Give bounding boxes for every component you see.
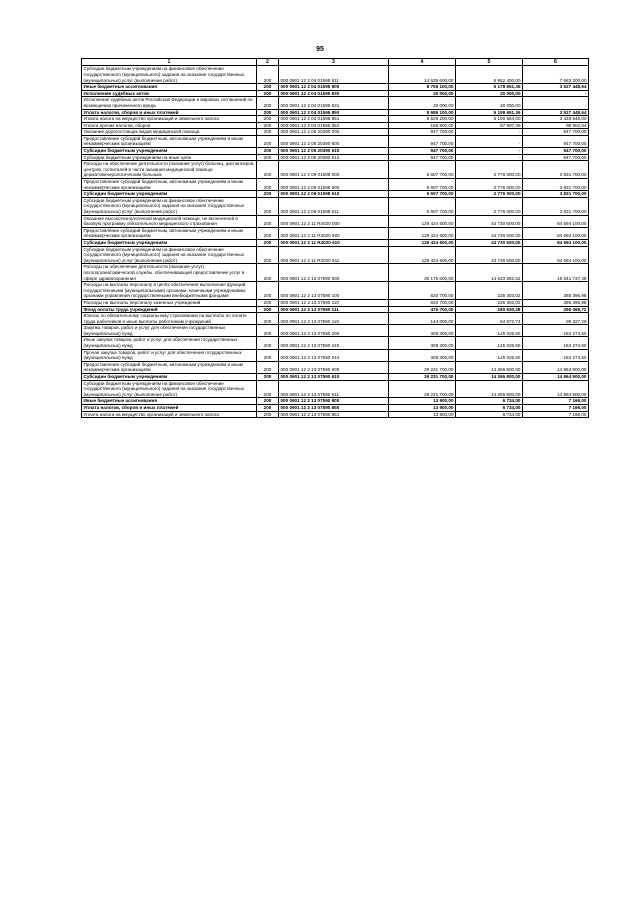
row-remaining-cell: 947 700,00 [523, 135, 589, 147]
row-code-cell: 200 [257, 161, 279, 179]
row-code-cell: 200 [257, 239, 279, 246]
row-approved-cell: 620 700,00 [389, 299, 456, 306]
row-kbk-cell: 000 0901 12 2 13 07590 200 [279, 325, 389, 337]
table-row [82, 246, 589, 264]
row-approved-cell: 144 000,00 [389, 313, 456, 325]
column-header-4: 4 [389, 59, 456, 66]
row-kbk-cell: 000 0901 12 2 09 01598 600 [279, 179, 389, 191]
column-header-5: 5 [456, 59, 523, 66]
row-approved-cell: 14 635 600,00 [389, 66, 456, 84]
table-row [82, 282, 589, 300]
row-code-cell: 200 [257, 179, 279, 191]
row-code-cell: 200 [257, 191, 279, 198]
table-row [82, 66, 589, 84]
row-kbk-cell: 000 0901 12 2 04 01595 851 [279, 116, 389, 123]
row-code-cell: 200 [257, 411, 279, 418]
row-executed-cell: - [456, 154, 523, 161]
row-remaining-cell: 89 327,26 [523, 313, 589, 325]
row-remaining-cell: 7 683 200,00 [523, 66, 589, 84]
row-executed-cell: 6 952 400,00 [456, 66, 523, 84]
row-approved-cell: 8 686 100,00 [389, 109, 456, 116]
row-executed-cell: 44 730 500,00 [456, 239, 523, 246]
row-kbk-cell: 000 0901 12 2 13 07590 110 [279, 299, 389, 306]
row-code-cell: 200 [257, 197, 279, 215]
row-code-cell: 200 [257, 325, 279, 337]
row-name-cell: Исполнение судебных актов Российской Федерации и мировых соглашений по возмещению причиненного вреда [82, 97, 257, 109]
row-approved-cell: 13 900,00 [389, 405, 456, 412]
table-row [82, 349, 589, 361]
row-kbk-cell: 000 0901 12 2 09 01598 000 [279, 161, 389, 179]
row-name-cell: Субсидии бюджетным учреждениям [82, 191, 257, 198]
row-kbk-cell: 000 0901 12 2 04 01595 850 [279, 109, 389, 116]
row-code-cell: 200 [257, 374, 279, 381]
row-name-cell: Субсидии бюджетным учреждениям [82, 148, 257, 155]
row-remaining-cell: 3 831 700,00 [523, 191, 589, 198]
row-kbk-cell: 000 0901 12 2 13 07590 800 [279, 398, 389, 405]
row-name-cell: Субсидии бюджетным учреждениям на иные цели [82, 154, 257, 161]
row-name-cell: Уплата прочих налогов, сборов [82, 122, 257, 129]
row-executed-cell: 54 672,74 [456, 313, 523, 325]
table-row [82, 97, 589, 109]
row-executed-cell: 2 776 000,00 [456, 179, 523, 191]
row-name-cell: Субсидии бюджетным учреждениям на финансовое обеспечение государственного (муниципального) задания на оказание государственных (муниципальных) услуг (выполнение работ) [82, 66, 257, 84]
row-kbk-cell: 000 0901 12 2 13 07590 610 [279, 374, 389, 381]
row-remaining-cell: 84 694 100,00 [523, 215, 589, 227]
row-executed-cell: 57 997,36 [456, 122, 523, 129]
row-approved-cell: 156 900,00 [389, 122, 456, 129]
row-code-cell: 200 [257, 227, 279, 239]
table-row [82, 109, 589, 116]
row-name-cell: Субсидии бюджетным учреждениям на финансовое обеспечение государственного (муниципального) задания на оказание государственных (муниципальных) услуг (выполнение работ) [82, 380, 257, 398]
row-approved-cell: 309 300,00 [389, 349, 456, 361]
row-remaining-cell: - [523, 90, 589, 97]
row-code-cell: 200 [257, 398, 279, 405]
row-executed-cell: 14 266 800,00 [456, 380, 523, 398]
row-name-cell: Закупка товаров, работ и услуг для обеспечения государственных (муниципальных) нужд [82, 325, 257, 337]
row-name-cell: Предоставление субсидий бюджетным, автономным учреждениям и иным некоммерческим организациям [82, 179, 257, 191]
row-code-cell: 200 [257, 246, 279, 264]
row-executed-cell: 6 734,00 [456, 405, 523, 412]
row-name-cell: Иные бюджетные ассигнования [82, 84, 257, 91]
table-row [82, 411, 589, 418]
row-kbk-cell: 000 0901 12 2 05 20390 610 [279, 148, 389, 155]
row-code-cell: 200 [257, 299, 279, 306]
row-approved-cell: 6 607 700,00 [389, 191, 456, 198]
row-name-cell: Прочая закупка товаров, работ и услуг для обеспечения государственных (муниципальных) нужд [82, 349, 257, 361]
row-remaining-cell: 3 428 546,00 [523, 116, 589, 123]
row-approved-cell: 20 000,00 [389, 97, 456, 109]
table-row [82, 264, 589, 282]
table-row [82, 380, 589, 398]
table-row [82, 239, 589, 246]
row-executed-cell: 5 100 654,00 [456, 116, 523, 123]
row-remaining-cell: 98 902,64 [523, 122, 589, 129]
table-row [82, 361, 589, 373]
row-executed-cell: 6 734,00 [456, 398, 523, 405]
table-row [82, 161, 589, 179]
column-header-2: 2 [257, 59, 279, 66]
row-executed-cell: 125 025,50 [456, 349, 523, 361]
row-executed-cell: 235 303,02 [456, 282, 523, 300]
row-approved-cell: 947 700,00 [389, 135, 456, 147]
row-kbk-cell: 000 0901 12 2 09 01598 611 [279, 197, 389, 215]
row-remaining-cell: 3 831 700,00 [523, 197, 589, 215]
row-code-cell: 200 [257, 361, 279, 373]
row-approved-cell: 309 300,00 [389, 325, 456, 337]
row-kbk-cell: 000 0901 12 2 13 07590 850 [279, 405, 389, 412]
row-kbk-cell: 000 0901 12 2 09 01598 610 [279, 191, 389, 198]
row-kbk-cell: 000 0901 12 2 04 01595 831 [279, 97, 389, 109]
table-row [82, 84, 589, 91]
row-executed-cell: 2 776 000,00 [456, 197, 523, 215]
row-remaining-cell: 84 694 100,00 [523, 246, 589, 264]
row-name-cell: Предоставление субсидий бюджетным, автономным учреждениям и иным некоммерческим организациям [82, 227, 257, 239]
row-code-cell: 200 [257, 313, 279, 325]
row-remaining-cell: 385 396,98 [523, 282, 589, 300]
table-row [82, 313, 589, 325]
table-row [82, 154, 589, 161]
row-approved-cell: 129 424 600,00 [389, 246, 456, 264]
row-remaining-cell: 7 166,00 [523, 405, 589, 412]
row-executed-cell: - [456, 135, 523, 147]
row-executed-cell: 14 633 862,52 [456, 264, 523, 282]
row-executed-cell: 125 025,50 [456, 325, 523, 337]
row-kbk-cell: 000 0901 12 2 13 07590 244 [279, 349, 389, 361]
row-name-cell: Предоставление субсидий бюджетным, автономным учреждениям и иным некоммерческим организациям [82, 361, 257, 373]
row-remaining-cell: 184 274,50 [523, 349, 589, 361]
row-remaining-cell: 14 964 900,00 [523, 361, 589, 373]
table-row [82, 299, 589, 306]
column-header-1: 1 [82, 59, 257, 66]
row-approved-cell: 6 607 700,00 [389, 197, 456, 215]
row-approved-cell: 29 231 700,00 [389, 361, 456, 373]
budget-execution-table [81, 58, 589, 418]
row-kbk-cell: 000 0901 12 2 04 01595 611 [279, 66, 389, 84]
row-executed-cell: - [456, 129, 523, 136]
row-remaining-cell: 296 069,72 [523, 306, 589, 313]
row-name-cell: Исполнение судебных актов [82, 90, 257, 97]
row-name-cell: Субсидии бюджетным учреждениям [82, 374, 257, 381]
row-remaining-cell: 947 700,00 [523, 148, 589, 155]
row-kbk-cell: 000 0901 12 2 13 07590 240 [279, 337, 389, 349]
row-kbk-cell: 000 0901 12 2 04 01595 830 [279, 90, 389, 97]
table-row [82, 129, 589, 136]
row-remaining-cell: 947 700,00 [523, 129, 589, 136]
row-name-cell: Предоставление субсидий бюджетным, автономным учреждениям и иным некоммерческим организациям [82, 135, 257, 147]
row-executed-cell: 20 000,00 [456, 97, 523, 109]
row-code-cell: 200 [257, 154, 279, 161]
row-approved-cell: 620 700,00 [389, 282, 456, 300]
row-code-cell: 200 [257, 306, 279, 313]
row-name-cell: Расходы на выплаты персоналу в целях обеспечения выполнения функций государственными (муниципальными) органами, казенными учреждениями, органами управления государственными внебюджетными фондами [82, 282, 257, 300]
row-code-cell: 200 [257, 349, 279, 361]
row-name-cell: Уплата налога на имущество организаций и земельного налога [82, 116, 257, 123]
table-body [82, 66, 589, 418]
row-name-cell: Оказание высокотехнологичной медицинской помощи, не включенной в базовую программу обязательного медицинского страхования [82, 215, 257, 227]
row-remaining-cell: 3 831 700,00 [523, 179, 589, 191]
table-row [82, 135, 589, 147]
row-code-cell: 200 [257, 129, 279, 136]
row-approved-cell: 8 529 200,00 [389, 116, 456, 123]
row-executed-cell: 235 303,02 [456, 299, 523, 306]
row-remaining-cell: 84 694 100,00 [523, 239, 589, 246]
row-name-cell: Расходы на обеспечение деятельности (оказание услуг) патологоанатомической службы, обеспечивающей предоставление услуг в сфере здравоохранения [82, 264, 257, 282]
row-code-cell: 200 [257, 215, 279, 227]
row-approved-cell: 13 900,00 [389, 411, 456, 418]
row-remaining-cell: 3 527 448,64 [523, 84, 589, 91]
row-executed-cell: 5 158 651,36 [456, 109, 523, 116]
row-executed-cell: 5 178 651,36 [456, 84, 523, 91]
row-kbk-cell: 000 0901 12 2 13 07590 119 [279, 313, 389, 325]
row-remaining-cell: 7 166,00 [523, 411, 589, 418]
row-approved-cell: 129 424 600,00 [389, 239, 456, 246]
row-code-cell: 200 [257, 135, 279, 147]
row-code-cell: 200 [257, 109, 279, 116]
row-remaining-cell: 14 964 900,00 [523, 380, 589, 398]
row-executed-cell: 2 776 000,00 [456, 191, 523, 198]
row-approved-cell: 29 231 700,00 [389, 380, 456, 398]
row-executed-cell: 180 630,28 [456, 306, 523, 313]
row-executed-cell: 20 000,00 [456, 90, 523, 97]
row-executed-cell: 6 734,00 [456, 411, 523, 418]
row-code-cell: 200 [257, 380, 279, 398]
row-remaining-cell: 947 700,00 [523, 154, 589, 161]
table-row [82, 374, 589, 381]
header-row [82, 59, 589, 66]
row-remaining-cell: 3 527 448,64 [523, 109, 589, 116]
row-code-cell: 200 [257, 116, 279, 123]
table-row [82, 179, 589, 191]
row-remaining-cell: - [523, 97, 589, 109]
table-row [82, 191, 589, 198]
row-executed-cell: 44 730 500,00 [456, 246, 523, 264]
row-code-cell: 200 [257, 405, 279, 412]
row-kbk-cell: 000 0901 12 2 05 20390 600 [279, 135, 389, 147]
row-approved-cell: 476 700,00 [389, 306, 456, 313]
row-kbk-cell: 000 0901 12 2 13 07590 000 [279, 264, 389, 282]
column-header-6: 6 [523, 59, 589, 66]
row-code-cell: 200 [257, 84, 279, 91]
row-approved-cell: 947 700,00 [389, 148, 456, 155]
table-row [82, 306, 589, 313]
table-row [82, 90, 589, 97]
table-row [82, 337, 589, 349]
row-kbk-cell: 000 0901 12 2 13 07590 111 [279, 306, 389, 313]
row-approved-cell: 6 607 700,00 [389, 179, 456, 191]
row-code-cell: 200 [257, 90, 279, 97]
row-name-cell: Иные бюджетные ассигнования [82, 398, 257, 405]
row-name-cell: Иные закупки товаров, работ и услуг для обеспечения государственных (муниципальных) нужд [82, 337, 257, 349]
table-row [82, 405, 589, 412]
row-code-cell: 200 [257, 282, 279, 300]
row-kbk-cell: 000 0901 12 2 13 07590 611 [279, 380, 389, 398]
row-remaining-cell: 184 274,50 [523, 337, 589, 349]
row-code-cell: 200 [257, 337, 279, 349]
row-approved-cell: 30 175 600,00 [389, 264, 456, 282]
row-kbk-cell: 000 0901 12 2 04 01595 800 [279, 84, 389, 91]
row-executed-cell: 125 025,50 [456, 337, 523, 349]
row-name-cell: Субсидии бюджетным учреждениям на финансовое обеспечение государственного (муниципального) задания на оказание государственных (муниципальных) услуг (выполнение работ) [82, 246, 257, 264]
row-code-cell: 200 [257, 97, 279, 109]
row-approved-cell: 13 900,00 [389, 398, 456, 405]
row-kbk-cell: 000 0901 12 2 11 R4020 000 [279, 215, 389, 227]
row-approved-cell: 8 706 100,00 [389, 84, 456, 91]
row-approved-cell: 947 700,00 [389, 154, 456, 161]
row-kbk-cell: 000 0901 12 2 13 07590 100 [279, 282, 389, 300]
row-kbk-cell: 000 0901 12 2 13 07590 851 [279, 411, 389, 418]
row-name-cell: Субсидии бюджетным учреждениям на финансовое обеспечение государственного (муниципального) задания на оказание государственных (муниципальных) услуг (выполнение работ) [82, 197, 257, 215]
row-name-cell: Фонд оплаты труда учреждений [82, 306, 257, 313]
row-name-cell: Оказание дорогостоящих видов медицинской помощи [82, 129, 257, 136]
row-executed-cell: 14 266 800,00 [456, 361, 523, 373]
row-name-cell: Уплата налогов, сборов и иных платежей [82, 109, 257, 116]
row-approved-cell: 6 607 700,00 [389, 161, 456, 179]
row-name-cell: Уплата налога на имущество организаций и земельного налога [82, 411, 257, 418]
table-row [82, 122, 589, 129]
row-approved-cell: 129 424 600,00 [389, 227, 456, 239]
row-remaining-cell: 7 166,00 [523, 398, 589, 405]
table-row [82, 116, 589, 123]
table-row [82, 398, 589, 405]
row-executed-cell: 14 266 800,00 [456, 374, 523, 381]
row-code-cell: 200 [257, 122, 279, 129]
table-row [82, 197, 589, 215]
row-code-cell: 200 [257, 264, 279, 282]
row-name-cell: Взносы по обязательному социальному страхованию на выплаты по оплате труда работников и иные выплаты работникам учреждений [82, 313, 257, 325]
row-remaining-cell: 84 694 100,00 [523, 227, 589, 239]
row-executed-cell: - [456, 148, 523, 155]
row-approved-cell: 20 000,00 [389, 90, 456, 97]
page-number: 95 [316, 46, 324, 53]
row-approved-cell: 29 231 700,00 [389, 374, 456, 381]
row-executed-cell: 44 730 500,00 [456, 215, 523, 227]
table-row [82, 325, 589, 337]
row-remaining-cell: 184 274,50 [523, 325, 589, 337]
row-name-cell: Уплата налогов, сборов и иных платежей [82, 405, 257, 412]
row-remaining-cell: 15 541 737,48 [523, 264, 589, 282]
row-remaining-cell: 3 831 700,00 [523, 161, 589, 179]
row-remaining-cell: 14 964 900,00 [523, 374, 589, 381]
row-kbk-cell: 000 0901 12 2 05 20390 612 [279, 154, 389, 161]
row-executed-cell: 2 776 000,00 [456, 161, 523, 179]
row-kbk-cell: 000 0901 12 2 11 R4020 610 [279, 239, 389, 246]
row-code-cell: 200 [257, 148, 279, 155]
row-approved-cell: 129 424 600,00 [389, 215, 456, 227]
row-kbk-cell: 000 0901 12 2 04 01595 852 [279, 122, 389, 129]
row-executed-cell: 44 730 500,00 [456, 227, 523, 239]
row-name-cell: Расходы на обеспечение деятельности (оказание услуг) больниц, диспансеров, центров, госпиталей в части оказания медицинской помощи дерматовенерологическим больным [82, 161, 257, 179]
row-kbk-cell: 000 0901 12 2 05 20390 000 [279, 129, 389, 136]
table-row [82, 215, 589, 227]
table-row [82, 227, 589, 239]
table-row [82, 148, 589, 155]
column-header-3: 3 [279, 59, 389, 66]
row-approved-cell: 947 700,00 [389, 129, 456, 136]
row-approved-cell: 309 300,00 [389, 337, 456, 349]
row-kbk-cell: 000 0901 12 2 13 07590 600 [279, 361, 389, 373]
row-kbk-cell: 000 0901 12 2 11 R4020 611 [279, 246, 389, 264]
row-remaining-cell: 385 396,98 [523, 299, 589, 306]
row-name-cell: Расходы на выплаты персоналу казенных учреждений [82, 299, 257, 306]
row-kbk-cell: 000 0901 12 2 11 R4020 600 [279, 227, 389, 239]
row-code-cell: 200 [257, 66, 279, 84]
row-name-cell: Субсидии бюджетным учреждениям [82, 239, 257, 246]
